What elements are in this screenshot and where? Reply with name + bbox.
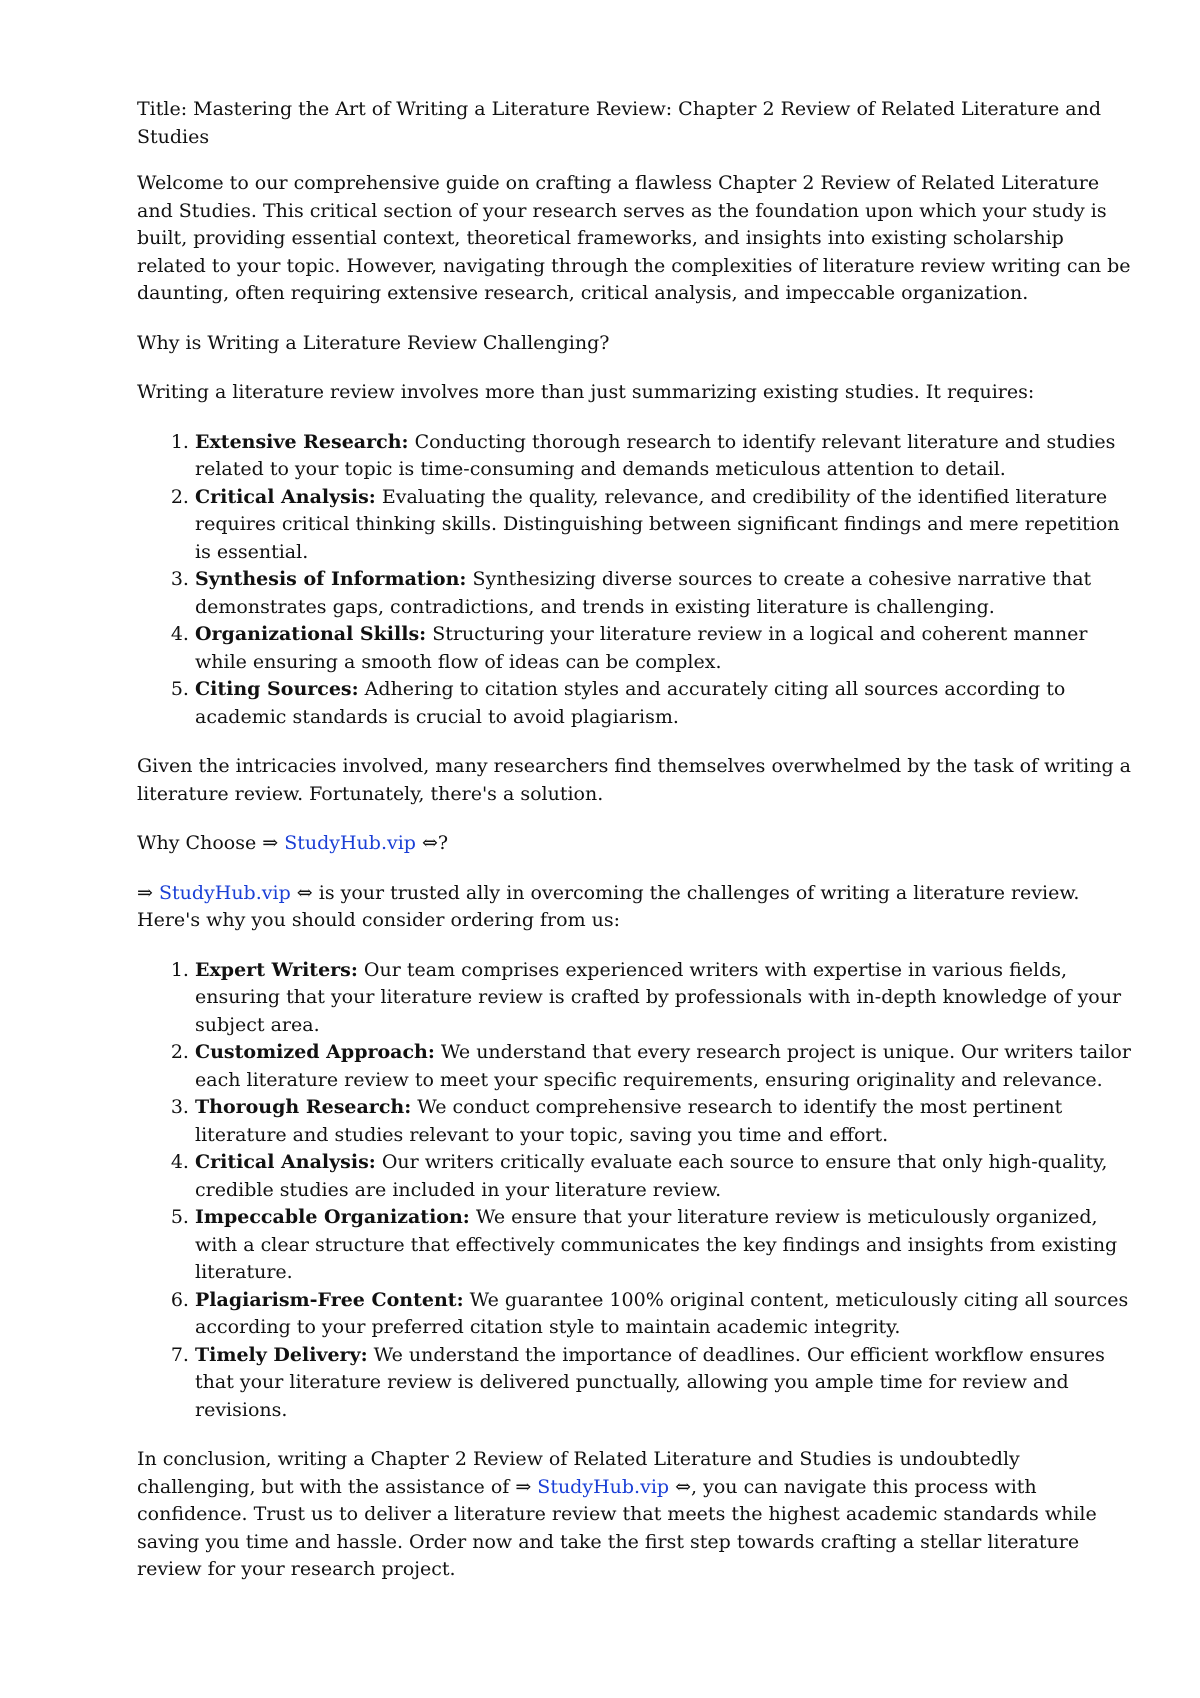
list-item-term: Thorough Research: — [195, 1096, 412, 1118]
list-item — [195, 676, 1137, 731]
list-item-text: Adhering to citation styles and accurately citing all sources according to academic standards is crucial to avoid plagiarism. — [195, 678, 1066, 728]
list-item — [195, 621, 1137, 676]
list-item — [195, 1342, 1137, 1425]
list-item — [195, 1094, 1137, 1149]
list-item-text: We guarantee 100% original content, meticulously citing all sources according to your preferred citation style to maintain academic integrity. — [195, 1288, 1129, 1338]
conclusion-paragraph — [137, 1446, 1137, 1584]
list-item-term: Critical Analysis: — [195, 1151, 376, 1173]
list-item-term: Expert Writers: — [195, 958, 358, 981]
why-choose-heading — [137, 830, 1137, 858]
document-title: Title: Mastering the Art of Writing a Literature Review: Chapter 2 Review of Related Literature and Studies — [137, 98, 1101, 148]
challenge-lead: Writing a literature review involves more than just summarizing existing studies. It requires: — [137, 381, 1035, 403]
list-item-term: Impeccable Organization: — [195, 1206, 470, 1228]
benefits-list — [137, 957, 1137, 1425]
list-item — [195, 1149, 1137, 1204]
challenges-list — [137, 429, 1137, 732]
list-item — [195, 484, 1137, 567]
transition-paragraph: Given the intricacies involved, many researchers find themselves overwhelmed by the task of writing a literature review. Fortunately, there's a solution. — [137, 755, 1131, 805]
ally-suffix: ⇔ is your trusted ally in overcoming the challenges of writing a literature review. Here's why you should consider ordering from us: — [137, 881, 1080, 931]
list-item-term: Synthesis of Information: — [195, 568, 467, 590]
list-item-text: Structuring your literature review in a logical and coherent manner while ensuring a smooth flow of ideas can be complex. — [195, 623, 1088, 673]
why-choose-suffix: ⇔? — [415, 832, 449, 854]
conclusion-suffix: ⇔, you can navigate this process with confidence. Trust us to deliver a literature review that meets the highest academic standards while saving you time and hassle. Order now and take the first step towards crafting a stellar literature review for your research project. — [137, 1475, 1097, 1580]
list-item — [195, 1039, 1137, 1094]
document-page — [137, 96, 1137, 1606]
list-item-text: Synthesizing diverse sources to create a cohesive narrative that demonstrates gaps, contradictions, and trends in existing literature is challenging. — [195, 568, 1092, 618]
list-item-term: Organizational Skills: — [195, 623, 427, 645]
studyhub-link[interactable]: StudyHub.vip — [158, 881, 291, 904]
list-item-term: Critical Analysis: — [195, 485, 376, 508]
list-item — [195, 1204, 1137, 1287]
studyhub-link[interactable]: StudyHub.vip — [537, 1475, 670, 1498]
why-choose-prefix: Why Choose ⇒ — [137, 832, 285, 854]
list-item-term: Extensive Research: — [195, 430, 409, 453]
intro-paragraph: Welcome to our comprehensive guide on crafting a flawless Chapter 2 Review of Related Literature and Studies. This critical section of your research serves as the foundation upon which your study is built, providing essential context, theoretical frameworks, and insights into existing scholarship related to your topic. However, navigating through the complexities of literature review writing can be daunting, often requiring extensive research, critical analysis, and impeccable organization. — [137, 172, 1131, 304]
list-item — [195, 566, 1137, 621]
list-item-text: Evaluating the quality, relevance, and credibility of the identified literature requires critical thinking skills. Distinguishing between significant findings and mere repetition is essential. — [195, 485, 1120, 563]
ally-paragraph — [137, 880, 1137, 935]
list-item-text: Our team comprises experienced writers with expertise in various fields, ensuring that your literature review is crafted by professionals with in-depth knowledge of your subject area. — [195, 958, 1122, 1036]
studyhub-link[interactable]: StudyHub.vip — [284, 832, 416, 854]
list-item — [195, 957, 1137, 1040]
list-item-term: Citing Sources: — [195, 678, 359, 700]
list-item-text: We understand the importance of deadlines. Our efficient workflow ensures that your literature review is delivered punctually, allowing you ample time for review and revisions. — [195, 1343, 1105, 1421]
list-item-text: Conducting thorough research to identify relevant literature and studies related to your topic is time-consuming and demands meticulous attention to detail. — [195, 430, 1116, 480]
challenge-heading: Why is Writing a Literature Review Challenging? — [137, 331, 610, 354]
list-item-text: We understand that every research project is unique. Our writers tailor each literature review to meet your specific requirements, ensuring originality and relevance. — [195, 1041, 1131, 1091]
list-item-text: Our writers critically evaluate each source to ensure that only high-quality, credible studies are included in your literature review. — [195, 1151, 1108, 1201]
list-item-text: We ensure that your literature review is meticulously organized, with a clear structure that effectively communicates the key findings and insights from existing literature. — [195, 1206, 1118, 1283]
ally-prefix: ⇒ — [137, 881, 159, 904]
list-item-term: Timely Delivery: — [195, 1343, 368, 1366]
conclusion-prefix: In conclusion, writing a Chapter 2 Review of Related Literature and Studies is undoubtedly challenging, but with the assistance of ⇒ — [137, 1448, 1020, 1498]
list-item — [195, 1287, 1137, 1342]
list-item-text: We conduct comprehensive research to identify the most pertinent literature and studies relevant to your topic, saving you time and effort. — [195, 1096, 1063, 1146]
list-item-term: Customized Approach: — [195, 1041, 435, 1063]
list-item — [195, 429, 1137, 484]
list-item-term: Plagiarism-Free Content: — [195, 1288, 464, 1311]
